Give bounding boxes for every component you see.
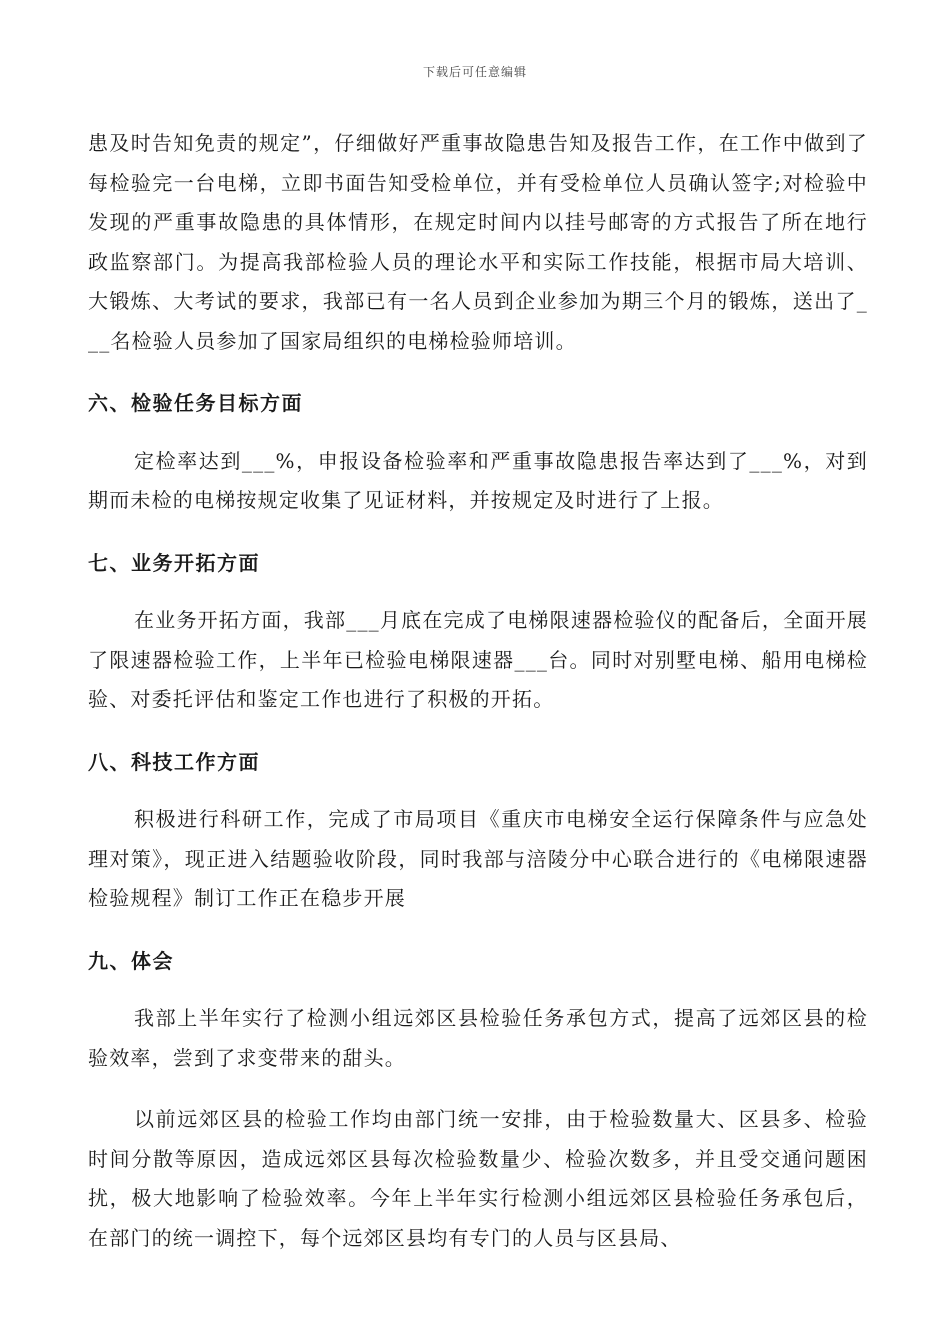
paragraph-technology-work: 积极进行科研工作，完成了市局项目《重庆市电梯安全运行保障条件与应急处理对策》，现正进入结题验收阶段，同时我部与涪陵分中心联合进行的《电梯限速器检验规程》制订工作正在稳步开展	[88, 807, 868, 910]
paragraph-experience-details: 以前远郊区县的检验工作均由部门统一安排，由于检验数量大、区县多、检验时间分散等原因，造成远郊区县每次检验数量少、检验次数多，并且受交通问题困扰，极大地影响了检验效率。今年上半年实行检测小组远郊区县检验任务承包后，在部门的统一调控下，每个远郊区县均有专门的人员与区县局、	[88, 1107, 868, 1250]
document-body	[88, 124, 868, 1258]
section-heading-inspection-targets: 六、检验任务目标方面	[88, 391, 303, 415]
paragraph-safety-notification: 患及时告知免责的规定”，仔细做好严重事故隐患告知及报告工作，在工作中做到了每检验完一台电梯，立即书面告知受检单位，并有受检单位人员确认签字;对检验中发现的严重事故隐患的具体情形，在规定时间内以挂号邮寄的方式报告了所在地行政监察部门。为提高我部检验人员的理论水平和实际工作技能，根据市局大培训、大锻炼、大考试的要求，我部已有一名人员到企业参加为期三个月的锻炼，送出了___名检验人员参加了国家局组织的电梯检验师培训。	[88, 131, 868, 353]
paragraph-business-expansion: 在业务开拓方面，我部___月底在完成了电梯限速器检验仪的配备后，全面开展了限速器检验工作，上半年已检验电梯限速器___台。同时对别墅电梯、船用电梯检验、对委托评估和鉴定工作也进行了积极的开拓。	[88, 608, 868, 711]
paragraph-inspection-targets: 定检率达到___%，申报设备检验率和严重事故隐患报告率达到了___%，对到期而未检的电梯按规定收集了见证材料，并按规定及时进行了上报。	[88, 448, 868, 512]
page-header: 下载后可任意编辑	[422, 65, 527, 79]
section-heading-technology-work: 八、科技工作方面	[88, 749, 260, 774]
section-heading-business-expansion: 七、业务开拓方面	[88, 550, 260, 575]
section-heading-experience: 九、体会	[88, 948, 174, 973]
paragraph-experience-intro: 我部上半年实行了检测小组远郊区县检验任务承包方式，提高了远郊区县的检验效率，尝到了求变带来的甜头。	[88, 1006, 868, 1070]
